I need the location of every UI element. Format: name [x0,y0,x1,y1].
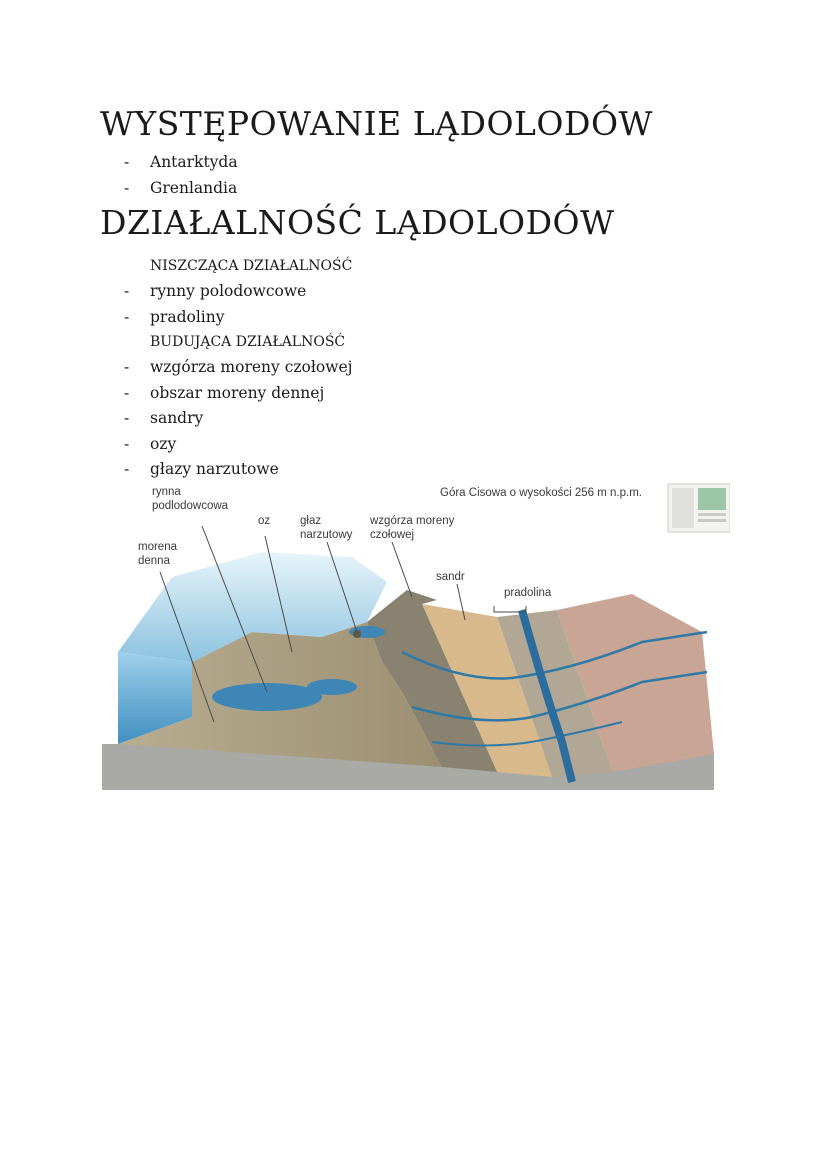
lake [307,679,357,695]
glacier-landforms-diagram [102,482,730,790]
page-thumbnail [668,484,730,532]
constructive-list [124,355,353,483]
list-item: - ozy [124,434,177,453]
section-title-activity: DZIAŁALNOŚĆ LĄDOLODÓW [100,203,615,242]
constructive-heading: BUDUJĄCA DZIAŁALNOŚĆ [150,334,346,350]
list-item: - pradoliny [124,307,225,326]
label-rynna: podlodowcowa [152,500,229,512]
list-item: - sandry [124,409,204,427]
label-morena: morena [138,541,177,553]
list-item: - Antarktyda [124,153,238,171]
label-wzgorza: czołowej [370,529,415,541]
list-item: - obszar moreny dennej [124,383,325,402]
list-item: - Grenlandia [124,178,238,197]
label-oz: oz [258,515,271,527]
destructive-list [124,279,306,330]
list-item: - głazy narzutowe [124,460,279,478]
section-title-occurrence: WYSTĘPOWANIE LĄDOLODÓW [100,104,653,143]
destructive-heading: NISZCZĄCA DZIAŁALNOŚĆ [150,258,353,274]
list-item: - rynny polodowcowe [124,282,307,300]
list-item: - wzgórza moreny czołowej [124,358,353,376]
label-pradolina: pradolina [504,587,552,599]
label-sandr: sandr [436,571,465,583]
label-glaz: głaz [300,515,322,527]
label-morena: denna [138,555,170,567]
occurrence-list [124,150,238,201]
label-rynna: rynna [152,486,181,498]
diagram-caption: Góra Cisowa o wysokości 256 m n.p.m. [440,487,642,499]
label-glaz: narzutowy [300,529,353,541]
label-wzgorza: wzgórza moreny [370,515,455,527]
lake [212,683,322,711]
